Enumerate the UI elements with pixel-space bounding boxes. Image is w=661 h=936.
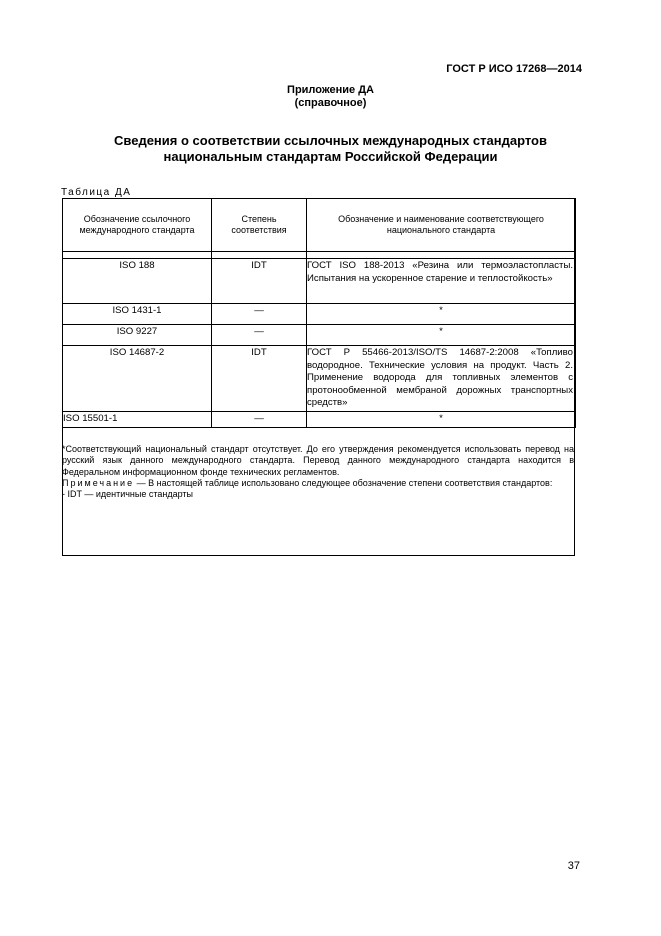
annex-title: Приложение ДА [287,84,374,96]
header-national-standard: Обозначение и наименование соответствующего национального стандарта [307,199,576,252]
cell-degree: IDT [212,259,307,304]
document-code: ГОСТ Р ИСО 17268—2014 [446,63,582,75]
cell-national: ГОСТ ISO 188-2013 «Резина или термоэластопласты. Испытания на ускоренное старение и теплостойкость» [307,259,576,304]
cell-national: ГОСТ Р 55466-2013/ISO/TS 14687-2:2008 «Топливо водородное. Технические условия на продукт. Часть 2. Применение водорода для топливных элементов с протонообменной мембраной дорожных транспортных средств» [307,346,576,412]
cell-degree: — [212,412,307,428]
cell-ref: ISO 15501-1 [63,412,212,428]
section-title-line2: национальным стандартам Российской Федерации [163,149,498,164]
table-row [63,346,576,412]
annex-subtitle: (справочное) [294,97,367,109]
table-row [63,304,576,325]
header-ref-standard: Обозначение ссылочного международного стандарта [63,199,212,252]
cell-degree: — [212,304,307,325]
header-degree: Степень соответствия [212,199,307,252]
cell-national: * [307,412,576,428]
table-row [63,325,576,346]
table-header-row [63,199,576,252]
note-text: — В настоящей таблице использовано следующее обозначение степени соответствия стандартов: [134,477,553,488]
table-spacer-row [63,252,576,259]
cell-national: * [307,304,576,325]
note-paragraph [62,478,574,489]
section-title [0,133,661,165]
page-number: 37 [567,860,580,872]
cell-ref: ISO 9227 [63,325,212,346]
correspondence-table [62,198,576,428]
footnote-text: *Соответствующий национальный стандарт отсутствует. До его утверждения рекомендуется использовать перевод на русский язык данного международного стандарта. Перевод данного международного стандарта находится в Федеральном информационном фонде технических регламентов. [62,444,574,477]
note-label: Примечание [62,477,135,488]
cell-ref: ISO 1431-1 [63,304,212,325]
table-notes [62,444,574,500]
table-row [63,412,576,428]
idt-definition: - IDT — идентичные стандарты [62,489,194,500]
annex-heading [0,84,661,110]
cell-degree: — [212,325,307,346]
section-title-line1: Сведения о соответствии ссылочных международных стандартов [114,133,547,148]
cell-ref: ISO 14687-2 [63,346,212,412]
cell-ref: ISO 188 [63,259,212,304]
cell-degree: IDT [212,346,307,412]
table-row [63,259,576,304]
table-caption: Таблица ДА [61,187,132,198]
cell-national: * [307,325,576,346]
